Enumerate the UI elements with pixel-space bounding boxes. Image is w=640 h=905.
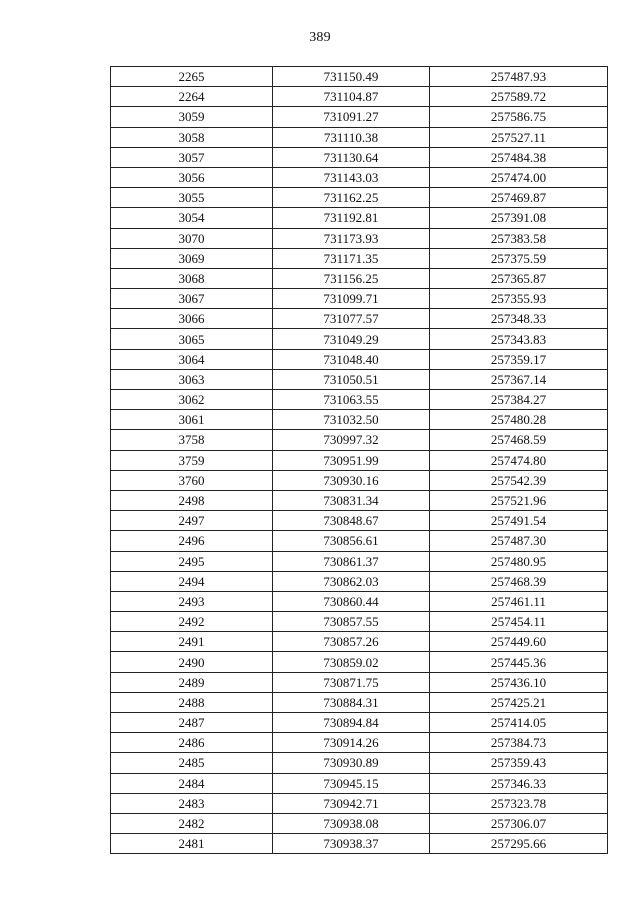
- x-coordinate-cell: 730894.84: [273, 713, 430, 733]
- table-row: [111, 612, 608, 632]
- x-coordinate-cell: 730861.37: [273, 551, 430, 571]
- table-row: [111, 67, 608, 87]
- x-coordinate-cell: 731049.29: [273, 329, 430, 349]
- x-coordinate-cell: 730859.02: [273, 652, 430, 672]
- table-row: [111, 349, 608, 369]
- y-coordinate-cell: 257359.43: [430, 753, 608, 773]
- table-row: [111, 632, 608, 652]
- x-coordinate-cell: 731110.38: [273, 127, 430, 147]
- x-coordinate-cell: 731156.25: [273, 268, 430, 288]
- x-coordinate-cell: 731091.27: [273, 107, 430, 127]
- y-coordinate-cell: 257348.33: [430, 309, 608, 329]
- x-coordinate-cell: 731077.57: [273, 309, 430, 329]
- point-number-cell: 2493: [111, 591, 273, 611]
- y-coordinate-cell: 257375.59: [430, 248, 608, 268]
- y-coordinate-cell: 257468.39: [430, 571, 608, 591]
- y-coordinate-cell: 257527.11: [430, 127, 608, 147]
- table-row: [111, 87, 608, 107]
- y-coordinate-cell: 257487.30: [430, 531, 608, 551]
- point-number-cell: 3055: [111, 188, 273, 208]
- table-row: [111, 773, 608, 793]
- y-coordinate-cell: 257436.10: [430, 672, 608, 692]
- table-row: [111, 470, 608, 490]
- table-row: [111, 309, 608, 329]
- x-coordinate-cell: 731130.64: [273, 147, 430, 167]
- y-coordinate-cell: 257484.38: [430, 147, 608, 167]
- point-number-cell: 3067: [111, 289, 273, 309]
- table-row: [111, 147, 608, 167]
- x-coordinate-cell: 730930.16: [273, 470, 430, 490]
- point-number-cell: 2264: [111, 87, 273, 107]
- y-coordinate-cell: 257367.14: [430, 369, 608, 389]
- table-row: [111, 490, 608, 510]
- y-coordinate-cell: 257323.78: [430, 793, 608, 813]
- point-number-cell: 2491: [111, 632, 273, 652]
- table-body: [111, 67, 608, 854]
- point-number-cell: 3062: [111, 390, 273, 410]
- table-row: [111, 268, 608, 288]
- y-coordinate-cell: 257461.11: [430, 591, 608, 611]
- y-coordinate-cell: 257445.36: [430, 652, 608, 672]
- point-number-cell: 3070: [111, 228, 273, 248]
- x-coordinate-cell: 731150.49: [273, 67, 430, 87]
- x-coordinate-cell: 731099.71: [273, 289, 430, 309]
- point-number-cell: 3066: [111, 309, 273, 329]
- y-coordinate-cell: 257474.80: [430, 450, 608, 470]
- point-number-cell: 3058: [111, 127, 273, 147]
- table-row: [111, 208, 608, 228]
- y-coordinate-cell: 257355.93: [430, 289, 608, 309]
- y-coordinate-cell: 257487.93: [430, 67, 608, 87]
- point-number-cell: 3054: [111, 208, 273, 228]
- table-row: [111, 107, 608, 127]
- coordinates-table-container: [110, 66, 607, 854]
- x-coordinate-cell: 730857.55: [273, 612, 430, 632]
- table-row: [111, 733, 608, 753]
- y-coordinate-cell: 257365.87: [430, 268, 608, 288]
- x-coordinate-cell: 731104.87: [273, 87, 430, 107]
- point-number-cell: 3061: [111, 410, 273, 430]
- x-coordinate-cell: 730831.34: [273, 490, 430, 510]
- y-coordinate-cell: 257474.00: [430, 167, 608, 187]
- point-number-cell: 3758: [111, 430, 273, 450]
- y-coordinate-cell: 257480.28: [430, 410, 608, 430]
- table-row: [111, 329, 608, 349]
- x-coordinate-cell: 731063.55: [273, 390, 430, 410]
- y-coordinate-cell: 257414.05: [430, 713, 608, 733]
- point-number-cell: 2486: [111, 733, 273, 753]
- point-number-cell: 2482: [111, 813, 273, 833]
- x-coordinate-cell: 730930.89: [273, 753, 430, 773]
- y-coordinate-cell: 257425.21: [430, 692, 608, 712]
- point-number-cell: 3069: [111, 248, 273, 268]
- page-number: 389: [309, 30, 331, 45]
- point-number-cell: 3059: [111, 107, 273, 127]
- x-coordinate-cell: 731173.93: [273, 228, 430, 248]
- table-row: [111, 692, 608, 712]
- table-row: [111, 713, 608, 733]
- point-number-cell: 2481: [111, 834, 273, 854]
- table-row: [111, 571, 608, 591]
- y-coordinate-cell: 257586.75: [430, 107, 608, 127]
- point-number-cell: 3759: [111, 450, 273, 470]
- point-number-cell: 2487: [111, 713, 273, 733]
- table-row: [111, 591, 608, 611]
- x-coordinate-cell: 730857.26: [273, 632, 430, 652]
- point-number-cell: 2492: [111, 612, 273, 632]
- point-number-cell: 2489: [111, 672, 273, 692]
- x-coordinate-cell: 731171.35: [273, 248, 430, 268]
- point-number-cell: 2495: [111, 551, 273, 571]
- y-coordinate-cell: 257542.39: [430, 470, 608, 490]
- table-row: [111, 531, 608, 551]
- x-coordinate-cell: 730938.08: [273, 813, 430, 833]
- table-row: [111, 228, 608, 248]
- point-number-cell: 2265: [111, 67, 273, 87]
- x-coordinate-cell: 730997.32: [273, 430, 430, 450]
- x-coordinate-cell: 731048.40: [273, 349, 430, 369]
- x-coordinate-cell: 730871.75: [273, 672, 430, 692]
- y-coordinate-cell: 257359.17: [430, 349, 608, 369]
- point-number-cell: 3068: [111, 268, 273, 288]
- point-number-cell: 2485: [111, 753, 273, 773]
- y-coordinate-cell: 257346.33: [430, 773, 608, 793]
- table-row: [111, 753, 608, 773]
- y-coordinate-cell: 257343.83: [430, 329, 608, 349]
- x-coordinate-cell: 731162.25: [273, 188, 430, 208]
- y-coordinate-cell: 257384.73: [430, 733, 608, 753]
- point-number-cell: 3063: [111, 369, 273, 389]
- table-row: [111, 369, 608, 389]
- table-row: [111, 511, 608, 531]
- table-row: [111, 450, 608, 470]
- x-coordinate-cell: 730938.37: [273, 834, 430, 854]
- point-number-cell: 2488: [111, 692, 273, 712]
- x-coordinate-cell: 730942.71: [273, 793, 430, 813]
- y-coordinate-cell: 257480.95: [430, 551, 608, 571]
- y-coordinate-cell: 257521.96: [430, 490, 608, 510]
- table-row: [111, 167, 608, 187]
- table-row: [111, 127, 608, 147]
- x-coordinate-cell: 730856.61: [273, 531, 430, 551]
- y-coordinate-cell: 257469.87: [430, 188, 608, 208]
- y-coordinate-cell: 257383.58: [430, 228, 608, 248]
- x-coordinate-cell: 730848.67: [273, 511, 430, 531]
- table-row: [111, 834, 608, 854]
- coordinates-table: [110, 66, 608, 854]
- point-number-cell: 3056: [111, 167, 273, 187]
- point-number-cell: 3064: [111, 349, 273, 369]
- y-coordinate-cell: 257391.08: [430, 208, 608, 228]
- point-number-cell: 2490: [111, 652, 273, 672]
- point-number-cell: 3057: [111, 147, 273, 167]
- y-coordinate-cell: 257589.72: [430, 87, 608, 107]
- y-coordinate-cell: 257454.11: [430, 612, 608, 632]
- point-number-cell: 2496: [111, 531, 273, 551]
- y-coordinate-cell: 257468.59: [430, 430, 608, 450]
- point-number-cell: 3065: [111, 329, 273, 349]
- table-row: [111, 248, 608, 268]
- table-row: [111, 390, 608, 410]
- y-coordinate-cell: 257384.27: [430, 390, 608, 410]
- point-number-cell: 2494: [111, 571, 273, 591]
- point-number-cell: 2483: [111, 793, 273, 813]
- x-coordinate-cell: 731143.03: [273, 167, 430, 187]
- y-coordinate-cell: 257449.60: [430, 632, 608, 652]
- table-row: [111, 813, 608, 833]
- point-number-cell: 2498: [111, 490, 273, 510]
- table-row: [111, 551, 608, 571]
- x-coordinate-cell: 730945.15: [273, 773, 430, 793]
- table-row: [111, 672, 608, 692]
- x-coordinate-cell: 730884.31: [273, 692, 430, 712]
- point-number-cell: 2484: [111, 773, 273, 793]
- x-coordinate-cell: 731032.50: [273, 410, 430, 430]
- table-row: [111, 430, 608, 450]
- x-coordinate-cell: 730862.03: [273, 571, 430, 591]
- y-coordinate-cell: 257491.54: [430, 511, 608, 531]
- y-coordinate-cell: 257295.66: [430, 834, 608, 854]
- table-row: [111, 410, 608, 430]
- point-number-cell: 2497: [111, 511, 273, 531]
- table-row: [111, 188, 608, 208]
- table-row: [111, 793, 608, 813]
- x-coordinate-cell: 731192.81: [273, 208, 430, 228]
- x-coordinate-cell: 730951.99: [273, 450, 430, 470]
- x-coordinate-cell: 730860.44: [273, 591, 430, 611]
- x-coordinate-cell: 731050.51: [273, 369, 430, 389]
- y-coordinate-cell: 257306.07: [430, 813, 608, 833]
- x-coordinate-cell: 730914.26: [273, 733, 430, 753]
- table-row: [111, 652, 608, 672]
- table-row: [111, 289, 608, 309]
- point-number-cell: 3760: [111, 470, 273, 490]
